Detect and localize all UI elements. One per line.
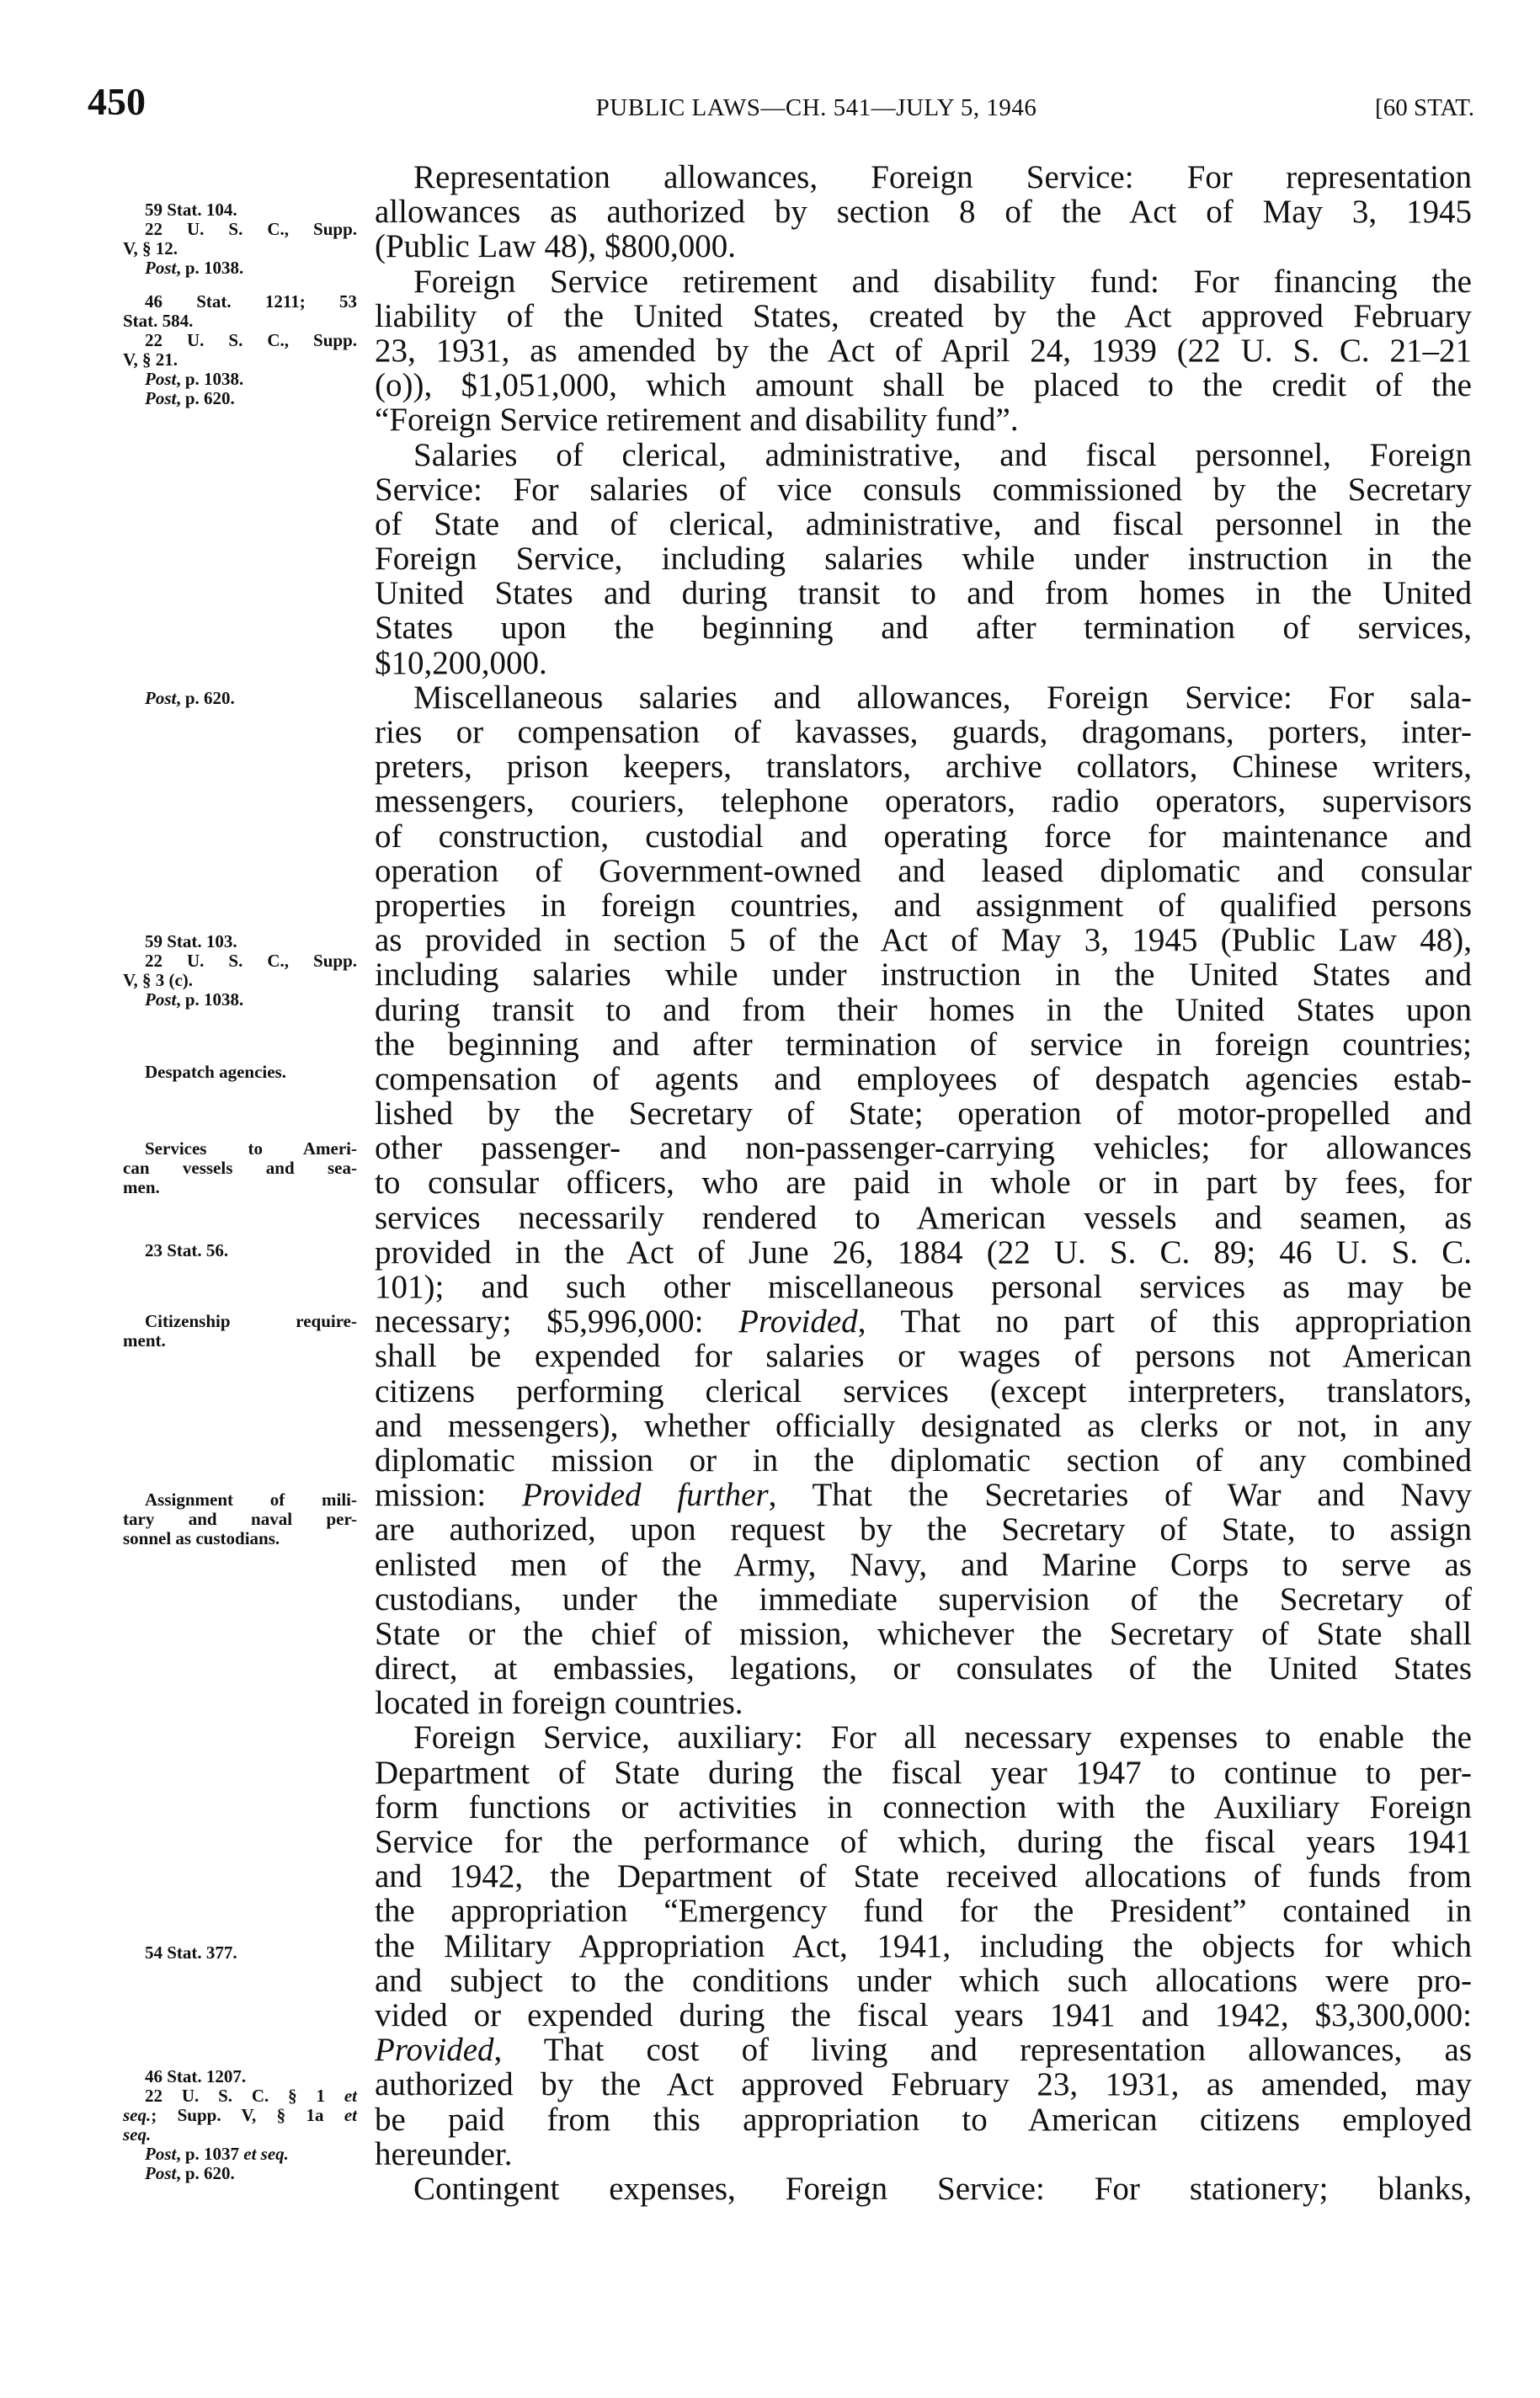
text-segment: (o)), $1,051,000, which amount shall be placed to the credit of the bbox=[375, 367, 1472, 404]
margin-note-line bbox=[123, 1139, 357, 1159]
text-segment: Assignment of mili- bbox=[145, 1489, 357, 1510]
margin-note-line bbox=[123, 2125, 357, 2145]
text-segment: are authorized, upon request by the Secretary of State, to assign bbox=[375, 1511, 1472, 1548]
margin-note bbox=[123, 1312, 357, 1351]
text-segment: Department of State during the fiscal year 1947 to continue to per- bbox=[375, 1754, 1472, 1791]
margin-note-line bbox=[123, 1241, 357, 1260]
text-segment: of construction, custodial and operating force for maintenance and bbox=[375, 818, 1472, 855]
text-line bbox=[375, 1582, 1472, 1617]
italic-text: et bbox=[344, 2105, 357, 2125]
text-segment: V, § 12. bbox=[123, 238, 178, 258]
paragraph bbox=[375, 680, 1472, 1721]
text-segment: 54 Stat. 377. bbox=[145, 1942, 237, 1963]
text-segment: can vessels and sea- bbox=[123, 1158, 357, 1178]
text-line bbox=[375, 299, 1472, 333]
margin-note bbox=[123, 1063, 357, 1082]
page-number: 450 bbox=[88, 80, 146, 123]
italic-text: Provided further bbox=[522, 1477, 769, 1514]
margin-note-line bbox=[123, 350, 357, 370]
text-segment: men. bbox=[123, 1177, 160, 1197]
text-segment: Foreign Service, including salaries while under instruction in the bbox=[375, 541, 1472, 578]
text-line bbox=[375, 2137, 1472, 2172]
text-segment: , p. 1038. bbox=[176, 369, 244, 389]
text-segment: , p. 1038. bbox=[176, 989, 244, 1010]
margin-note-line bbox=[123, 220, 357, 239]
text-segment: , That cost of living and representation allowances, as bbox=[493, 2032, 1472, 2069]
text-line bbox=[375, 507, 1472, 541]
paragraph bbox=[375, 1720, 1472, 2171]
margin-note-line bbox=[123, 2145, 357, 2164]
text-segment: shall be expended for salaries or wages of persons not American bbox=[375, 1338, 1472, 1375]
text-line bbox=[375, 541, 1472, 576]
margin-note bbox=[123, 1241, 357, 1260]
italic-text: Provided bbox=[738, 1303, 858, 1340]
text-line bbox=[375, 1374, 1472, 1409]
text-line bbox=[375, 368, 1472, 402]
margin-note-line bbox=[123, 1331, 357, 1351]
text-segment: Contingent expenses, Foreign Service: For stationery; blanks, bbox=[413, 2170, 1472, 2207]
text-line bbox=[375, 2102, 1472, 2137]
text-segment: the appropriation “Emergency fund for the President” contained in bbox=[375, 1893, 1472, 1930]
text-segment: , p. 620. bbox=[176, 688, 235, 708]
text-segment: authorized by the Act approved February 23, 1931, as amended, may bbox=[375, 2066, 1472, 2103]
text-segment: be paid from this appropriation to American citizens employed bbox=[375, 2101, 1472, 2138]
text-segment: form functions or activities in connection with the Auxiliary Foreign bbox=[375, 1788, 1472, 1825]
text-line bbox=[375, 2067, 1472, 2102]
text-segment: the Military Appropriation Act, 1941, including the objects for which bbox=[375, 1927, 1472, 1964]
text-segment: ; Supp. V, § 1a bbox=[151, 2105, 344, 2125]
italic-text: Post bbox=[145, 989, 177, 1010]
margin-note-line bbox=[123, 1312, 357, 1331]
text-line bbox=[375, 1131, 1472, 1165]
text-segment: diplomatic mission or in the diplomatic section of any combined bbox=[375, 1441, 1472, 1479]
text-segment: sonnel as custodians. bbox=[123, 1528, 280, 1548]
text-segment: operation of Government-owned and leased diplomatic and consular bbox=[375, 852, 1472, 889]
running-header-title: PUBLIC LAWS—CH. 541—JULY 5, 1946 bbox=[595, 94, 1037, 121]
italic-text: Post bbox=[145, 2144, 177, 2164]
text-segment: , That no part of this appropriation bbox=[857, 1303, 1472, 1340]
margin-note-line bbox=[123, 990, 357, 1010]
text-segment: other passenger- and non-passenger-carrying vehicles; for allowances bbox=[375, 1130, 1472, 1167]
text-segment: tary and naval per- bbox=[123, 1509, 357, 1529]
paragraph bbox=[375, 160, 1472, 264]
text-line bbox=[375, 1304, 1472, 1339]
margin-note-line bbox=[123, 932, 357, 951]
text-segment: necessary; $5,996,000: bbox=[375, 1303, 739, 1340]
text-segment: messengers, couriers, telephone operators, radio operators, supervisors bbox=[375, 783, 1472, 820]
margin-note-line bbox=[123, 1529, 357, 1548]
italic-text: Post bbox=[145, 369, 177, 389]
text-segment: Miscellaneous salaries and allowances, Foreign Service: For sala- bbox=[413, 679, 1472, 716]
text-line bbox=[375, 1096, 1472, 1131]
paragraph bbox=[375, 438, 1472, 680]
margin-note-line bbox=[123, 2106, 357, 2125]
text-line bbox=[375, 1651, 1472, 1686]
text-segment: located in foreign countries. bbox=[375, 1685, 743, 1722]
text-line bbox=[375, 819, 1472, 854]
italic-text: Post bbox=[145, 2163, 177, 2183]
text-line bbox=[375, 1894, 1472, 1928]
text-line bbox=[375, 646, 1472, 680]
volume-reference: [60 STAT. bbox=[1375, 94, 1474, 121]
text-line bbox=[375, 1165, 1472, 1200]
italic-text: Post bbox=[145, 688, 177, 708]
italic-text: Provided bbox=[375, 2032, 494, 2069]
text-line bbox=[375, 1756, 1472, 1790]
margin-note-line bbox=[123, 239, 357, 258]
paragraph bbox=[375, 2172, 1472, 2206]
text-line bbox=[375, 472, 1472, 507]
text-segment: $10,200,000. bbox=[375, 644, 547, 681]
italic-text: Post bbox=[145, 388, 177, 408]
margin-note-line bbox=[123, 389, 357, 408]
text-line bbox=[375, 1062, 1472, 1096]
text-line bbox=[375, 1859, 1472, 1894]
text-segment: (Public Law 48), $800,000. bbox=[375, 228, 736, 265]
text-segment: during transit to and from their homes in the United States upon bbox=[375, 991, 1472, 1028]
text-line bbox=[375, 1617, 1472, 1651]
margin-note bbox=[123, 2067, 357, 2183]
text-segment: ment. bbox=[123, 1330, 166, 1351]
text-segment: 22 U. S. C., Supp. bbox=[145, 330, 357, 350]
margin-note-line bbox=[123, 312, 357, 331]
text-line bbox=[375, 784, 1472, 818]
text-line bbox=[375, 715, 1472, 749]
text-line bbox=[375, 1929, 1472, 1964]
text-segment: 22 U. S. C., Supp. bbox=[145, 951, 357, 971]
text-segment: Citizenship require- bbox=[145, 1311, 357, 1331]
text-line bbox=[375, 1686, 1472, 1720]
text-segment: V, § 3 (c). bbox=[123, 970, 194, 990]
text-segment: United States and during transit to and from homes in the United bbox=[375, 575, 1472, 612]
text-line bbox=[375, 1270, 1472, 1304]
text-segment: , That the Secretaries of War and Navy bbox=[768, 1477, 1472, 1514]
text-segment: Services to Ameri- bbox=[145, 1138, 357, 1159]
margin-note-line bbox=[123, 258, 357, 278]
margin-note bbox=[123, 689, 357, 708]
margin-note-line bbox=[123, 1490, 357, 1510]
text-line bbox=[375, 1825, 1472, 1859]
text-line bbox=[375, 1443, 1472, 1478]
text-line bbox=[375, 993, 1472, 1027]
text-segment: lished by the Secretary of State; operation of motor-propelled and bbox=[375, 1095, 1472, 1132]
text-segment: , p. 1038. bbox=[176, 258, 244, 278]
text-segment: ries or compensation of kavasses, guards, dragomans, porters, inter- bbox=[375, 714, 1472, 750]
text-segment: enlisted men of the Army, Navy, and Marine Corps to serve as bbox=[375, 1546, 1472, 1583]
text-segment: citizens performing clerical services (except interpreters, translators, bbox=[375, 1372, 1472, 1409]
text-line bbox=[375, 1478, 1472, 1512]
text-segment: , p. 620. bbox=[176, 2163, 235, 2183]
text-segment: to consular officers, who are paid in whole or in part by fees, for bbox=[375, 1164, 1472, 1202]
italic-text: Post bbox=[145, 258, 177, 278]
text-line bbox=[375, 195, 1472, 229]
margin-note-line bbox=[123, 951, 357, 971]
text-segment: and subject to the conditions under which such allocations were pro- bbox=[375, 1962, 1472, 1999]
text-segment: Service for the performance of which, during the fiscal years 1941 bbox=[375, 1824, 1472, 1860]
italic-text: et seq. bbox=[243, 2144, 289, 2164]
main-text-column bbox=[375, 160, 1472, 2206]
margin-note-line bbox=[123, 971, 357, 990]
text-segment: 59 Stat. 104. bbox=[145, 200, 237, 220]
text-line bbox=[375, 2172, 1472, 2206]
text-segment: custodians, under the immediate supervision of the Secretary of bbox=[375, 1580, 1472, 1617]
text-segment: , p. 1037 bbox=[176, 2144, 244, 2164]
text-segment: Despatch agencies. bbox=[145, 1062, 286, 1082]
margin-note-line bbox=[123, 292, 357, 312]
text-line bbox=[375, 333, 1472, 368]
text-segment: 101); and such other miscellaneous personal services as may be bbox=[375, 1269, 1472, 1305]
italic-text: seq. bbox=[123, 2105, 152, 2125]
text-segment: properties in foreign countries, and assignment of qualified persons bbox=[375, 887, 1472, 924]
text-segment: and 1942, the Department of State received allocations of funds from bbox=[375, 1858, 1472, 1895]
text-segment: compensation of agents and employees of despatch agencies estab- bbox=[375, 1060, 1472, 1097]
text-segment: Foreign Service retirement and disability fund: For financing the bbox=[413, 263, 1472, 300]
text-line bbox=[375, 1235, 1472, 1270]
text-line bbox=[375, 229, 1472, 264]
margin-note-line bbox=[123, 370, 357, 389]
margin-note bbox=[123, 1139, 357, 1197]
margin-note-line bbox=[123, 331, 357, 350]
text-segment: hereunder. bbox=[375, 2135, 513, 2172]
text-segment: V, § 21. bbox=[123, 349, 178, 370]
text-line bbox=[375, 402, 1472, 437]
text-line bbox=[375, 576, 1472, 610]
margin-note-line bbox=[123, 689, 357, 708]
text-segment: of State and of clerical, administrative, and fiscal personnel in the bbox=[375, 505, 1472, 542]
text-segment: and messengers), whether officially designated as clerks or not, in any bbox=[375, 1407, 1472, 1444]
text-segment: 22 U. S. C., Supp. bbox=[145, 219, 357, 239]
text-segment: preters, prison keepers, translators, archive collators, Chinese writers, bbox=[375, 749, 1472, 786]
text-line bbox=[375, 610, 1472, 645]
text-segment: 46 Stat. 1211; 53 bbox=[145, 291, 357, 312]
text-line bbox=[375, 1790, 1472, 1825]
text-segment: Stat. 584. bbox=[123, 311, 194, 331]
text-line bbox=[375, 1512, 1472, 1547]
margin-note-line bbox=[123, 1510, 357, 1529]
text-segment: States upon the beginning and after termination of services, bbox=[375, 610, 1472, 647]
text-line bbox=[375, 2033, 1472, 2067]
margin-note bbox=[123, 932, 357, 1010]
margin-note bbox=[123, 200, 357, 278]
text-segment: 46 Stat. 1207. bbox=[145, 2066, 247, 2086]
margin-note-line bbox=[123, 1943, 357, 1963]
text-line bbox=[375, 923, 1472, 957]
margin-note-line bbox=[123, 1063, 357, 1082]
text-line bbox=[375, 1964, 1472, 1998]
text-segment: “Foreign Service retirement and disability fund”. bbox=[375, 402, 1019, 439]
margin-note bbox=[123, 1490, 357, 1548]
text-line bbox=[375, 160, 1472, 195]
text-line bbox=[375, 1720, 1472, 1755]
text-line bbox=[375, 1339, 1472, 1373]
text-segment: allowances as authorized by section 8 of the Act of May 3, 1945 bbox=[375, 194, 1472, 231]
text-segment: 22 U. S. C. § 1 bbox=[145, 2086, 344, 2106]
text-line bbox=[375, 264, 1472, 299]
text-segment: 59 Stat. 103. bbox=[145, 931, 237, 951]
italic-text: seq. bbox=[123, 2124, 152, 2145]
text-line bbox=[375, 438, 1472, 472]
margin-note-line bbox=[123, 2067, 357, 2086]
text-line bbox=[375, 1409, 1472, 1443]
text-line bbox=[375, 1027, 1472, 1062]
text-segment: Service: For salaries of vice consuls commissioned by the Secretary bbox=[375, 471, 1472, 508]
text-segment: 23 Stat. 56. bbox=[145, 1240, 229, 1260]
margin-note-line bbox=[123, 1178, 357, 1197]
text-line bbox=[375, 1201, 1472, 1235]
text-segment: Representation allowances, Foreign Service: For representation bbox=[413, 159, 1472, 195]
text-line bbox=[375, 888, 1472, 923]
text-line bbox=[375, 680, 1472, 715]
text-segment: mission: bbox=[375, 1477, 522, 1514]
margin-note bbox=[123, 1943, 357, 1963]
text-line bbox=[375, 957, 1472, 992]
paragraph bbox=[375, 264, 1472, 438]
margin-note-line bbox=[123, 2086, 357, 2106]
italic-text: et bbox=[344, 2086, 357, 2106]
margin-note-line bbox=[123, 1159, 357, 1178]
text-segment: including salaries while under instruction in the United States and bbox=[375, 957, 1472, 994]
text-line bbox=[375, 1548, 1472, 1582]
text-segment: provided in the Act of June 26, 1884 (22 U. S. C. 89; 46 U. S. C. bbox=[375, 1234, 1472, 1271]
text-segment: the beginning and after termination of service in foreign countries; bbox=[375, 1026, 1472, 1063]
text-segment: as provided in section 5 of the Act of May 3, 1945 (Public Law 48), bbox=[375, 922, 1472, 959]
text-segment: vided or expended during the fiscal years 1941 and 1942, $3,300,000: bbox=[375, 1996, 1472, 2033]
text-segment: liability of the United States, created by the Act approved February bbox=[375, 297, 1472, 334]
margin-note-line bbox=[123, 200, 357, 220]
text-segment: Salaries of clerical, administrative, and fiscal personnel, Foreign bbox=[413, 436, 1472, 473]
text-segment: direct, at embassies, legations, or consulates of the United States bbox=[375, 1650, 1472, 1687]
margin-note bbox=[123, 292, 357, 408]
text-line bbox=[375, 749, 1472, 784]
text-segment: services necessarily rendered to American vessels and seamen, as bbox=[375, 1199, 1472, 1236]
text-line bbox=[375, 854, 1472, 888]
text-segment: Foreign Service, auxiliary: For all necessary expenses to enable the bbox=[413, 1719, 1472, 1756]
text-segment: State or the chief of mission, whichever the Secretary of State shall bbox=[375, 1615, 1472, 1652]
text-segment: , p. 620. bbox=[176, 388, 235, 408]
text-segment: 23, 1931, as amended by the Act of April 24, 1939 (22 U. S. C. 21–21 bbox=[375, 332, 1472, 369]
text-line bbox=[375, 1998, 1472, 2033]
margin-note-line bbox=[123, 2164, 357, 2183]
